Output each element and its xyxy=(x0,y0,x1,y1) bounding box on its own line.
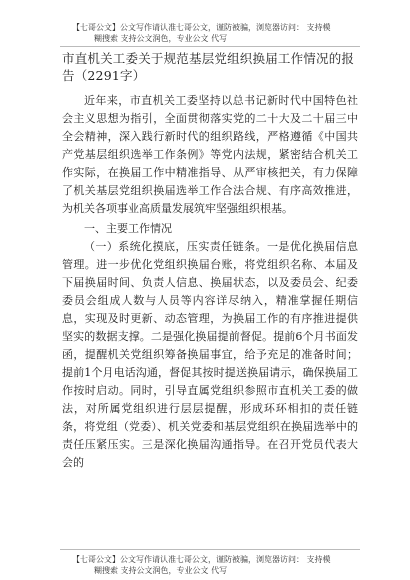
header-line-2: 糊搜索 支持公文润色，专业公文 代写 xyxy=(94,34,228,43)
page-footer xyxy=(72,554,352,576)
footer-line-2: 糊搜索 支持公文润色，专业公文 代写 xyxy=(94,566,228,575)
document-body xyxy=(62,50,358,472)
header-line-1: 【七哥公文】公文写作请认准七哥公文，谨防被骗，浏览器访问： 支持模 xyxy=(72,23,331,32)
intro-paragraph: 近年来，市直机关工委坚持以总书记新时代中国特色社会主义思想为指引，全面贯彻落实党的二十大及二十届三中全会精神，深入践行新时代的组织路线，严格遵循《中国共产党基层组织选举工作条例》等党内法规，紧密结合机关工作实际，在换届工作中精准指导、从严审核把关，有力保障了机关基层党组织换届选举工作合法合规、有序高效推进，为机关各项事业高质量发展筑牢坚强组织根基。 xyxy=(62,94,358,215)
section-heading: 一、主要工作情况 xyxy=(84,222,172,235)
footer-divider xyxy=(60,549,360,550)
header-divider xyxy=(60,46,360,47)
page-header xyxy=(72,22,352,44)
footer-line-1: 【七哥公文】公文写作请认准七哥公文，谨防被骗，浏览器访问： 支持模 xyxy=(72,555,331,564)
document-title: 市直机关工委关于规范基层党组织换届工作情况的报告（2291字） xyxy=(62,51,355,83)
section-paragraph: （一）系统化摸底，压实责任链条。一是优化换届信息管理。进一步优化党组织换届台账，将党组织名称、本届及下届换届时间、负责人信息、换届状态，以及委员会、纪委委员会组成人数与人员等内容详尽纳入，精准掌握任期信息，实现及时更新、动态管理，为换届工作的有序推进提供坚实的数据支撑。二是强化换届提前督促。提前6个月书面发函，提醒机关党组织筹备换届事宜，给予充足的准备时间；提前1个月电话沟通，督促其按时提送换届请示，确保换届工作按时启动。同时，引导直属党组织参照市直机关工委的做法，对所属党组织进行层层提醒，形成环环相扣的责任链条，将党组（党委）、机关党委和基层党组织在换届选举中的责任压紧压实。三是深化换届沟通指导。在召开党员代表大会的 xyxy=(62,240,358,469)
